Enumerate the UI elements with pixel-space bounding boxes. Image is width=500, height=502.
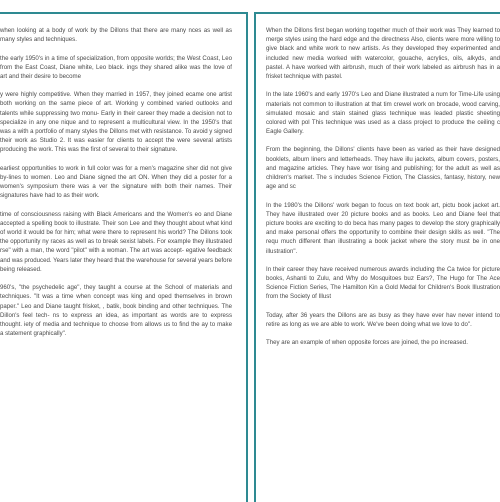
right-paragraph-4: In the 1980's the Dillons' work began to focus on text book art, pictu book jacket art. They have illustrated over 20 picture books and as books. Leo and Diane feel that picture books are exciting to do beca has many pages to develop the story graphically and make personal offers the opportunity to combine their design skills as well. "The requ much different than illustrating a book jacket where the story must be in one illustration". <box>266 201 500 255</box>
right-paragraph-6: Today, after 36 years the Dillons are as busy as they have ever hav never intend to retire as long as we are able to work. We've been doing what we love to do". <box>266 311 500 328</box>
left-paragraph-2: the early 1950's in a time of specialization, from opposite worlds; the West Coast, Leo from the East Coast, Diane white, Leo black. ings they shared alike was the love of art and their desire to become <box>0 54 232 80</box>
left-text-column <box>0 26 232 347</box>
left-paragraph-4: earliest opportunities to work in full color was for a men's magazine sher did not give by-lines to women. Leo and Diane signed the art ON. When they did a poster for a women's symposium there was a ver the signature with both their names. Their signatures have had to as their work. <box>0 164 232 200</box>
right-text-column <box>266 26 500 357</box>
left-paragraph-6: 960's, "the psychedelic age", they taught a course at the School of materials and techniques. "It was a time when concept was king and oped themselves in brown paper." Leo and Diane taught frisket, , batik, book binding and other techniques. The Dillon's feel tech- ns to express an idea, as important as words are to express thought. iety of media and technique to choose from allows us to find the ay to make a statement graphically". <box>0 284 232 338</box>
right-paragraph-1: When the Dillons first began working together much of their work was They learned to merge styles using the hard edge and the directness Also, clients were more willing to give black and white work to new artists. As they developed they experimented and included new media worked with watercolor, gouache, acrylics, oils, alkyds, and pastel. A have worked with airbrush, much of their work labeled as airbrush has in a frisket technique with pastel. <box>266 27 500 81</box>
left-paragraph-3: y were highly competitive. When they married in 1957, they joined ecame one artist both working on the same piece of art. Working y combined varied outlooks and talents while suppressing two monu- Early in their career they made a decision not to specialize in any one nique and to represent a multicultural view. In the 1950's that was a with a portfolio of many styles the Dillons met with resistance. To avoid y signed their work as Studio 2. It was easier for clients to accept the were several artists producing the work. This was the first of several to their signature. <box>0 91 232 154</box>
right-paragraph-5: In their career they have received numerous awards including the Ca twice for picture books, Ashanti to Zulu, and Why do Mosquitoes buz Ears?, The Hugo for The Ace Science Fiction Series, The Hamilton Kin a Gold Medal for Children's Book Illustration from the Society of Illust <box>266 265 500 301</box>
left-paragraph-5: time of consciousness raising with Black Americans and the Women's eo and Diane accepted a spelling book to illustrate. Their son Lee and they thought about what kind of world it would be for him; what were there to represent his world? The Dillons took the opportunity ny races as well as to break sexist labels. For example they illustrated rse" with a man, the word "pilot" with a woman. The art was accept- egative feedback and was produced. Years later they heard that the warehouse for several years before being released. <box>0 210 232 273</box>
right-paragraph-2: In the late 1960's and early 1970's Leo and Diane illustrated a num for Time-Life using materials not common to illustration at that tim crewel work on brocade, wood carving, simulated mosaic and stain stained glass technique was leaded plastic sheeting colored with pol This technique was used as a class project to produce the ceiling c Eagle Gallery. <box>266 91 500 136</box>
right-paragraph-3: From the beginning, the Dillons' clients have been as varied as their have designed booklets, album liners and letterheads. They have illu jackets, album covers, posters, and magazine articles. They have wor tising and publishing; for the adult as well as children's market. The s includes Science Fiction, The Classics, fantasy, history, new age and sc <box>266 146 500 191</box>
right-paragraph-7: They are an example of when opposite forces are joined, the po increased. <box>266 339 468 347</box>
left-paragraph-1: when looking at a body of work by the Dillons that there are many nces as well as many styles and techniques. <box>0 27 232 44</box>
